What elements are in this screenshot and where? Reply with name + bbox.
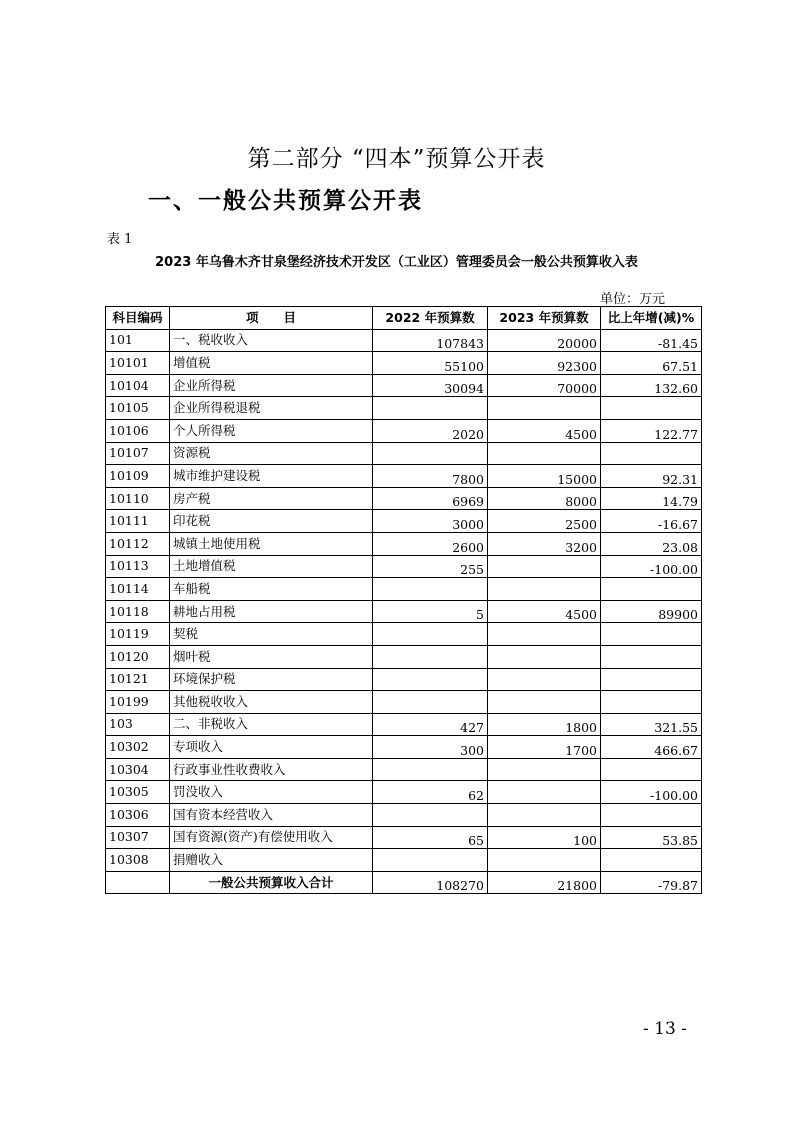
header-item: 项 目 xyxy=(170,307,373,330)
page-number: - 13 - xyxy=(643,1019,687,1039)
cell-item: 专项收入 xyxy=(170,736,373,759)
cell-item: 资源税 xyxy=(170,442,373,465)
table-row xyxy=(106,758,702,781)
cell-code: 10307 xyxy=(106,826,170,849)
cell-change-percent xyxy=(601,691,702,714)
cell-2022-budget xyxy=(373,578,488,601)
cell-2023-budget: 15000 xyxy=(488,465,601,488)
cell-2023-budget: 100 xyxy=(488,826,601,849)
cell-item: 城镇土地使用税 xyxy=(170,532,373,555)
cell-2022-budget xyxy=(373,691,488,714)
cell-2023-budget: 21800 xyxy=(488,871,601,894)
cell-code: 101 xyxy=(106,329,170,352)
cell-2022-budget: 30094 xyxy=(373,374,488,397)
table-row xyxy=(106,849,702,872)
cell-change-percent xyxy=(601,804,702,827)
cell-code: 10106 xyxy=(106,419,170,442)
cell-change-percent: -100.00 xyxy=(601,781,702,804)
table-row xyxy=(106,374,702,397)
cell-change-percent: 132.60 xyxy=(601,374,702,397)
cell-item: 车船税 xyxy=(170,578,373,601)
cell-2022-budget: 427 xyxy=(373,713,488,736)
cell-code: 10308 xyxy=(106,849,170,872)
cell-code: 10302 xyxy=(106,736,170,759)
cell-change-percent xyxy=(601,623,702,646)
cell-item: 行政事业性收费收入 xyxy=(170,758,373,781)
unit-label: 单位：万元 xyxy=(600,292,666,307)
cell-code: 10101 xyxy=(106,352,170,375)
header-change-percent: 比上年增(减)% xyxy=(601,307,702,330)
cell-item: 其他税收收入 xyxy=(170,691,373,714)
cell-2023-budget: 3200 xyxy=(488,532,601,555)
cell-2022-budget xyxy=(373,758,488,781)
table-row xyxy=(106,781,702,804)
cell-change-percent: 321.55 xyxy=(601,713,702,736)
table-row xyxy=(106,713,702,736)
cell-2022-budget: 7800 xyxy=(373,465,488,488)
cell-change-percent: 122.77 xyxy=(601,419,702,442)
cell-change-percent: 466.67 xyxy=(601,736,702,759)
cell-code: 10199 xyxy=(106,691,170,714)
cell-2022-budget xyxy=(373,397,488,420)
cell-item: 二、非税收入 xyxy=(170,713,373,736)
cell-2023-budget xyxy=(488,691,601,714)
cell-2022-budget xyxy=(373,623,488,646)
cell-change-percent xyxy=(601,397,702,420)
cell-item: 增值税 xyxy=(170,352,373,375)
cell-2023-budget xyxy=(488,804,601,827)
cell-2023-budget: 70000 xyxy=(488,374,601,397)
cell-code: 10118 xyxy=(106,600,170,623)
header-code: 科目编码 xyxy=(106,307,170,330)
cell-2022-budget xyxy=(373,804,488,827)
cell-code: 10114 xyxy=(106,578,170,601)
cell-item: 捐赠收入 xyxy=(170,849,373,872)
cell-2023-budget xyxy=(488,668,601,691)
cell-code xyxy=(106,871,170,894)
cell-change-percent xyxy=(601,442,702,465)
section-title: 一、一般公共预算公开表 xyxy=(148,188,423,214)
cell-2023-budget: 4500 xyxy=(488,600,601,623)
cell-2022-budget: 6969 xyxy=(373,487,488,510)
cell-change-percent xyxy=(601,668,702,691)
cell-item: 印花税 xyxy=(170,510,373,533)
cell-2023-budget xyxy=(488,849,601,872)
cell-change-percent: 92.31 xyxy=(601,465,702,488)
cell-2023-budget xyxy=(488,555,601,578)
cell-2022-budget: 3000 xyxy=(373,510,488,533)
cell-code: 10119 xyxy=(106,623,170,646)
cell-2022-budget: 2020 xyxy=(373,419,488,442)
cell-code: 10306 xyxy=(106,804,170,827)
cell-change-percent: -100.00 xyxy=(601,555,702,578)
cell-2022-budget: 5 xyxy=(373,600,488,623)
cell-2022-budget xyxy=(373,645,488,668)
cell-2022-budget: 300 xyxy=(373,736,488,759)
table-body xyxy=(106,329,702,894)
cell-2022-budget xyxy=(373,849,488,872)
cell-change-percent: 89900 xyxy=(601,600,702,623)
cell-item: 国有资本经营收入 xyxy=(170,804,373,827)
table-row xyxy=(106,510,702,533)
cell-code: 10111 xyxy=(106,510,170,533)
table-row xyxy=(106,465,702,488)
header-2022-budget: 2022 年预算数 xyxy=(373,307,488,330)
table-row xyxy=(106,578,702,601)
cell-2023-budget: 2500 xyxy=(488,510,601,533)
cell-2022-budget: 2600 xyxy=(373,532,488,555)
cell-change-percent: 23.08 xyxy=(601,532,702,555)
table-row xyxy=(106,736,702,759)
cell-item: 一般公共预算收入合计 xyxy=(170,871,373,894)
table-row xyxy=(106,397,702,420)
table-header-row xyxy=(106,307,702,330)
cell-change-percent: -79.87 xyxy=(601,871,702,894)
table-row xyxy=(106,532,702,555)
cell-2023-budget xyxy=(488,623,601,646)
cell-change-percent xyxy=(601,849,702,872)
cell-2022-budget xyxy=(373,668,488,691)
cell-code: 10107 xyxy=(106,442,170,465)
table-row xyxy=(106,691,702,714)
cell-2023-budget: 1800 xyxy=(488,713,601,736)
cell-item: 环境保护税 xyxy=(170,668,373,691)
cell-item: 企业所得税退税 xyxy=(170,397,373,420)
table-row xyxy=(106,419,702,442)
cell-2022-budget: 255 xyxy=(373,555,488,578)
cell-code: 10113 xyxy=(106,555,170,578)
cell-2022-budget: 107843 xyxy=(373,329,488,352)
cell-2023-budget: 4500 xyxy=(488,419,601,442)
budget-revenue-table xyxy=(105,306,702,894)
cell-item: 罚没收入 xyxy=(170,781,373,804)
cell-code: 10305 xyxy=(106,781,170,804)
cell-item: 土地增值税 xyxy=(170,555,373,578)
table-row xyxy=(106,668,702,691)
cell-code: 103 xyxy=(106,713,170,736)
cell-code: 10110 xyxy=(106,487,170,510)
table-row xyxy=(106,623,702,646)
table-row xyxy=(106,645,702,668)
cell-item: 房产税 xyxy=(170,487,373,510)
cell-2023-budget xyxy=(488,758,601,781)
cell-change-percent: 67.51 xyxy=(601,352,702,375)
header-2023-budget: 2023 年预算数 xyxy=(488,307,601,330)
cell-item: 耕地占用税 xyxy=(170,600,373,623)
cell-item: 烟叶税 xyxy=(170,645,373,668)
cell-2023-budget xyxy=(488,442,601,465)
table-row xyxy=(106,826,702,849)
cell-code: 10304 xyxy=(106,758,170,781)
table-row xyxy=(106,329,702,352)
cell-change-percent xyxy=(601,758,702,781)
total-row xyxy=(106,871,702,894)
cell-2023-budget xyxy=(488,397,601,420)
cell-code: 10112 xyxy=(106,532,170,555)
cell-change-percent: -16.67 xyxy=(601,510,702,533)
cell-change-percent: -81.45 xyxy=(601,329,702,352)
table-row xyxy=(106,804,702,827)
cell-code: 10120 xyxy=(106,645,170,668)
cell-item: 企业所得税 xyxy=(170,374,373,397)
cell-2023-budget: 20000 xyxy=(488,329,601,352)
cell-item: 城市维护建设税 xyxy=(170,465,373,488)
cell-2023-budget: 92300 xyxy=(488,352,601,375)
table-row xyxy=(106,487,702,510)
cell-item: 个人所得税 xyxy=(170,419,373,442)
table-row xyxy=(106,555,702,578)
cell-2023-budget xyxy=(488,781,601,804)
cell-2022-budget xyxy=(373,442,488,465)
cell-2022-budget: 108270 xyxy=(373,871,488,894)
cell-2023-budget xyxy=(488,578,601,601)
cell-code: 10105 xyxy=(106,397,170,420)
table-title: 2023 年乌鲁木齐甘泉堡经济技术开发区（工业区）管理委员会一般公共预算收入表 xyxy=(155,255,638,270)
cell-2022-budget: 62 xyxy=(373,781,488,804)
cell-change-percent xyxy=(601,645,702,668)
cell-2022-budget: 55100 xyxy=(373,352,488,375)
cell-2022-budget: 65 xyxy=(373,826,488,849)
table-row xyxy=(106,442,702,465)
cell-code: 10109 xyxy=(106,465,170,488)
cell-2023-budget xyxy=(488,645,601,668)
cell-change-percent: 14.79 xyxy=(601,487,702,510)
cell-item: 一、税收收入 xyxy=(170,329,373,352)
cell-change-percent xyxy=(601,578,702,601)
table-row xyxy=(106,600,702,623)
cell-2023-budget: 1700 xyxy=(488,736,601,759)
cell-item: 国有资源(资产)有偿使用收入 xyxy=(170,826,373,849)
cell-change-percent: 53.85 xyxy=(601,826,702,849)
cell-2023-budget: 8000 xyxy=(488,487,601,510)
table-number: 表 1 xyxy=(107,232,133,247)
table-row xyxy=(106,352,702,375)
cell-code: 10104 xyxy=(106,374,170,397)
part-title: 第二部分 “四本”预算公开表 xyxy=(247,146,546,172)
cell-item: 契税 xyxy=(170,623,373,646)
cell-code: 10121 xyxy=(106,668,170,691)
